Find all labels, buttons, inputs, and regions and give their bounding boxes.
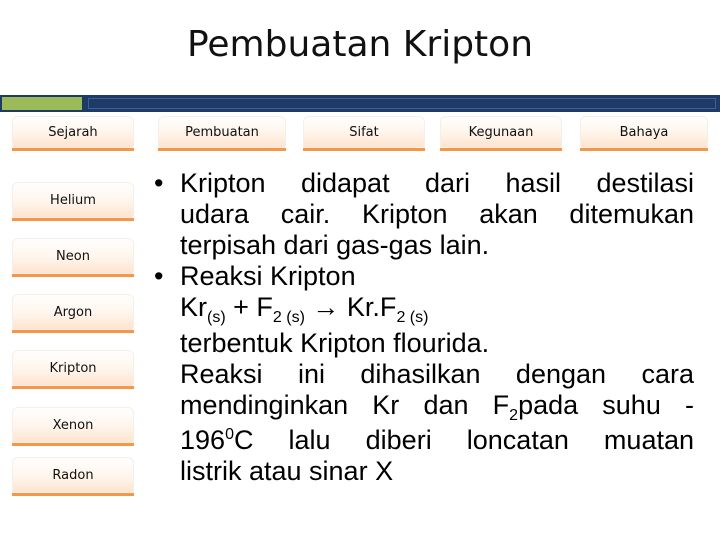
text-line: mendinginkan Kr dan $F_2pada$ suhu - [180, 389, 694, 424]
tab-sejarah[interactable]: Sejarah [12, 116, 134, 151]
sidebar-item-xenon[interactable]: Xenon [12, 407, 134, 446]
tab-kegunaan[interactable]: Kegunaan [440, 116, 562, 151]
slide-content [148, 168, 694, 487]
sidebar-item-argon[interactable]: Argon [12, 294, 134, 333]
reaction-equation: $Kr_{(s)} + F_{2 (s)} \to Kr.F_{2 (s)}$ [180, 292, 429, 327]
bullet-icon: • [154, 168, 164, 198]
tab-sifat[interactable]: Sifat [303, 116, 425, 151]
tab-pembuatan[interactable]: Pembuatan [158, 116, 286, 151]
tab-bahaya[interactable]: Bahaya [580, 116, 708, 151]
sidebar-item-radon[interactable]: Radon [12, 457, 134, 496]
text-line: listrik atau sinar X [180, 456, 394, 487]
text-line: Reaksi ini dihasilkan dengan cara [180, 358, 694, 389]
text-line: terbentuk Kripton flourida. [180, 327, 490, 358]
header-bar-inner [88, 98, 716, 109]
bullet-icon: • [154, 261, 164, 292]
sidebar-item-helium[interactable]: Helium [12, 182, 134, 221]
text-line: terpisah dari gas-gas lain. [180, 230, 490, 261]
text-line: $196^0C$ lalu diberi loncatan muatan [180, 425, 694, 456]
bullet-item-1 [148, 168, 694, 261]
header-bar [0, 95, 720, 112]
slide-title: Pembuatan Kripton [186, 24, 534, 65]
text-line: Kripton didapat dari hasil destilasi [180, 168, 694, 198]
header-bar-accent [0, 95, 84, 112]
bullet-heading: Reaksi Kripton [180, 261, 356, 292]
sidebar-item-kripton[interactable]: Kripton [12, 350, 134, 389]
sidebar-item-neon[interactable]: Neon [12, 238, 134, 277]
bullet-item-2 [148, 261, 694, 487]
text-line: udara cair. Kripton akan ditemukan [180, 199, 694, 230]
